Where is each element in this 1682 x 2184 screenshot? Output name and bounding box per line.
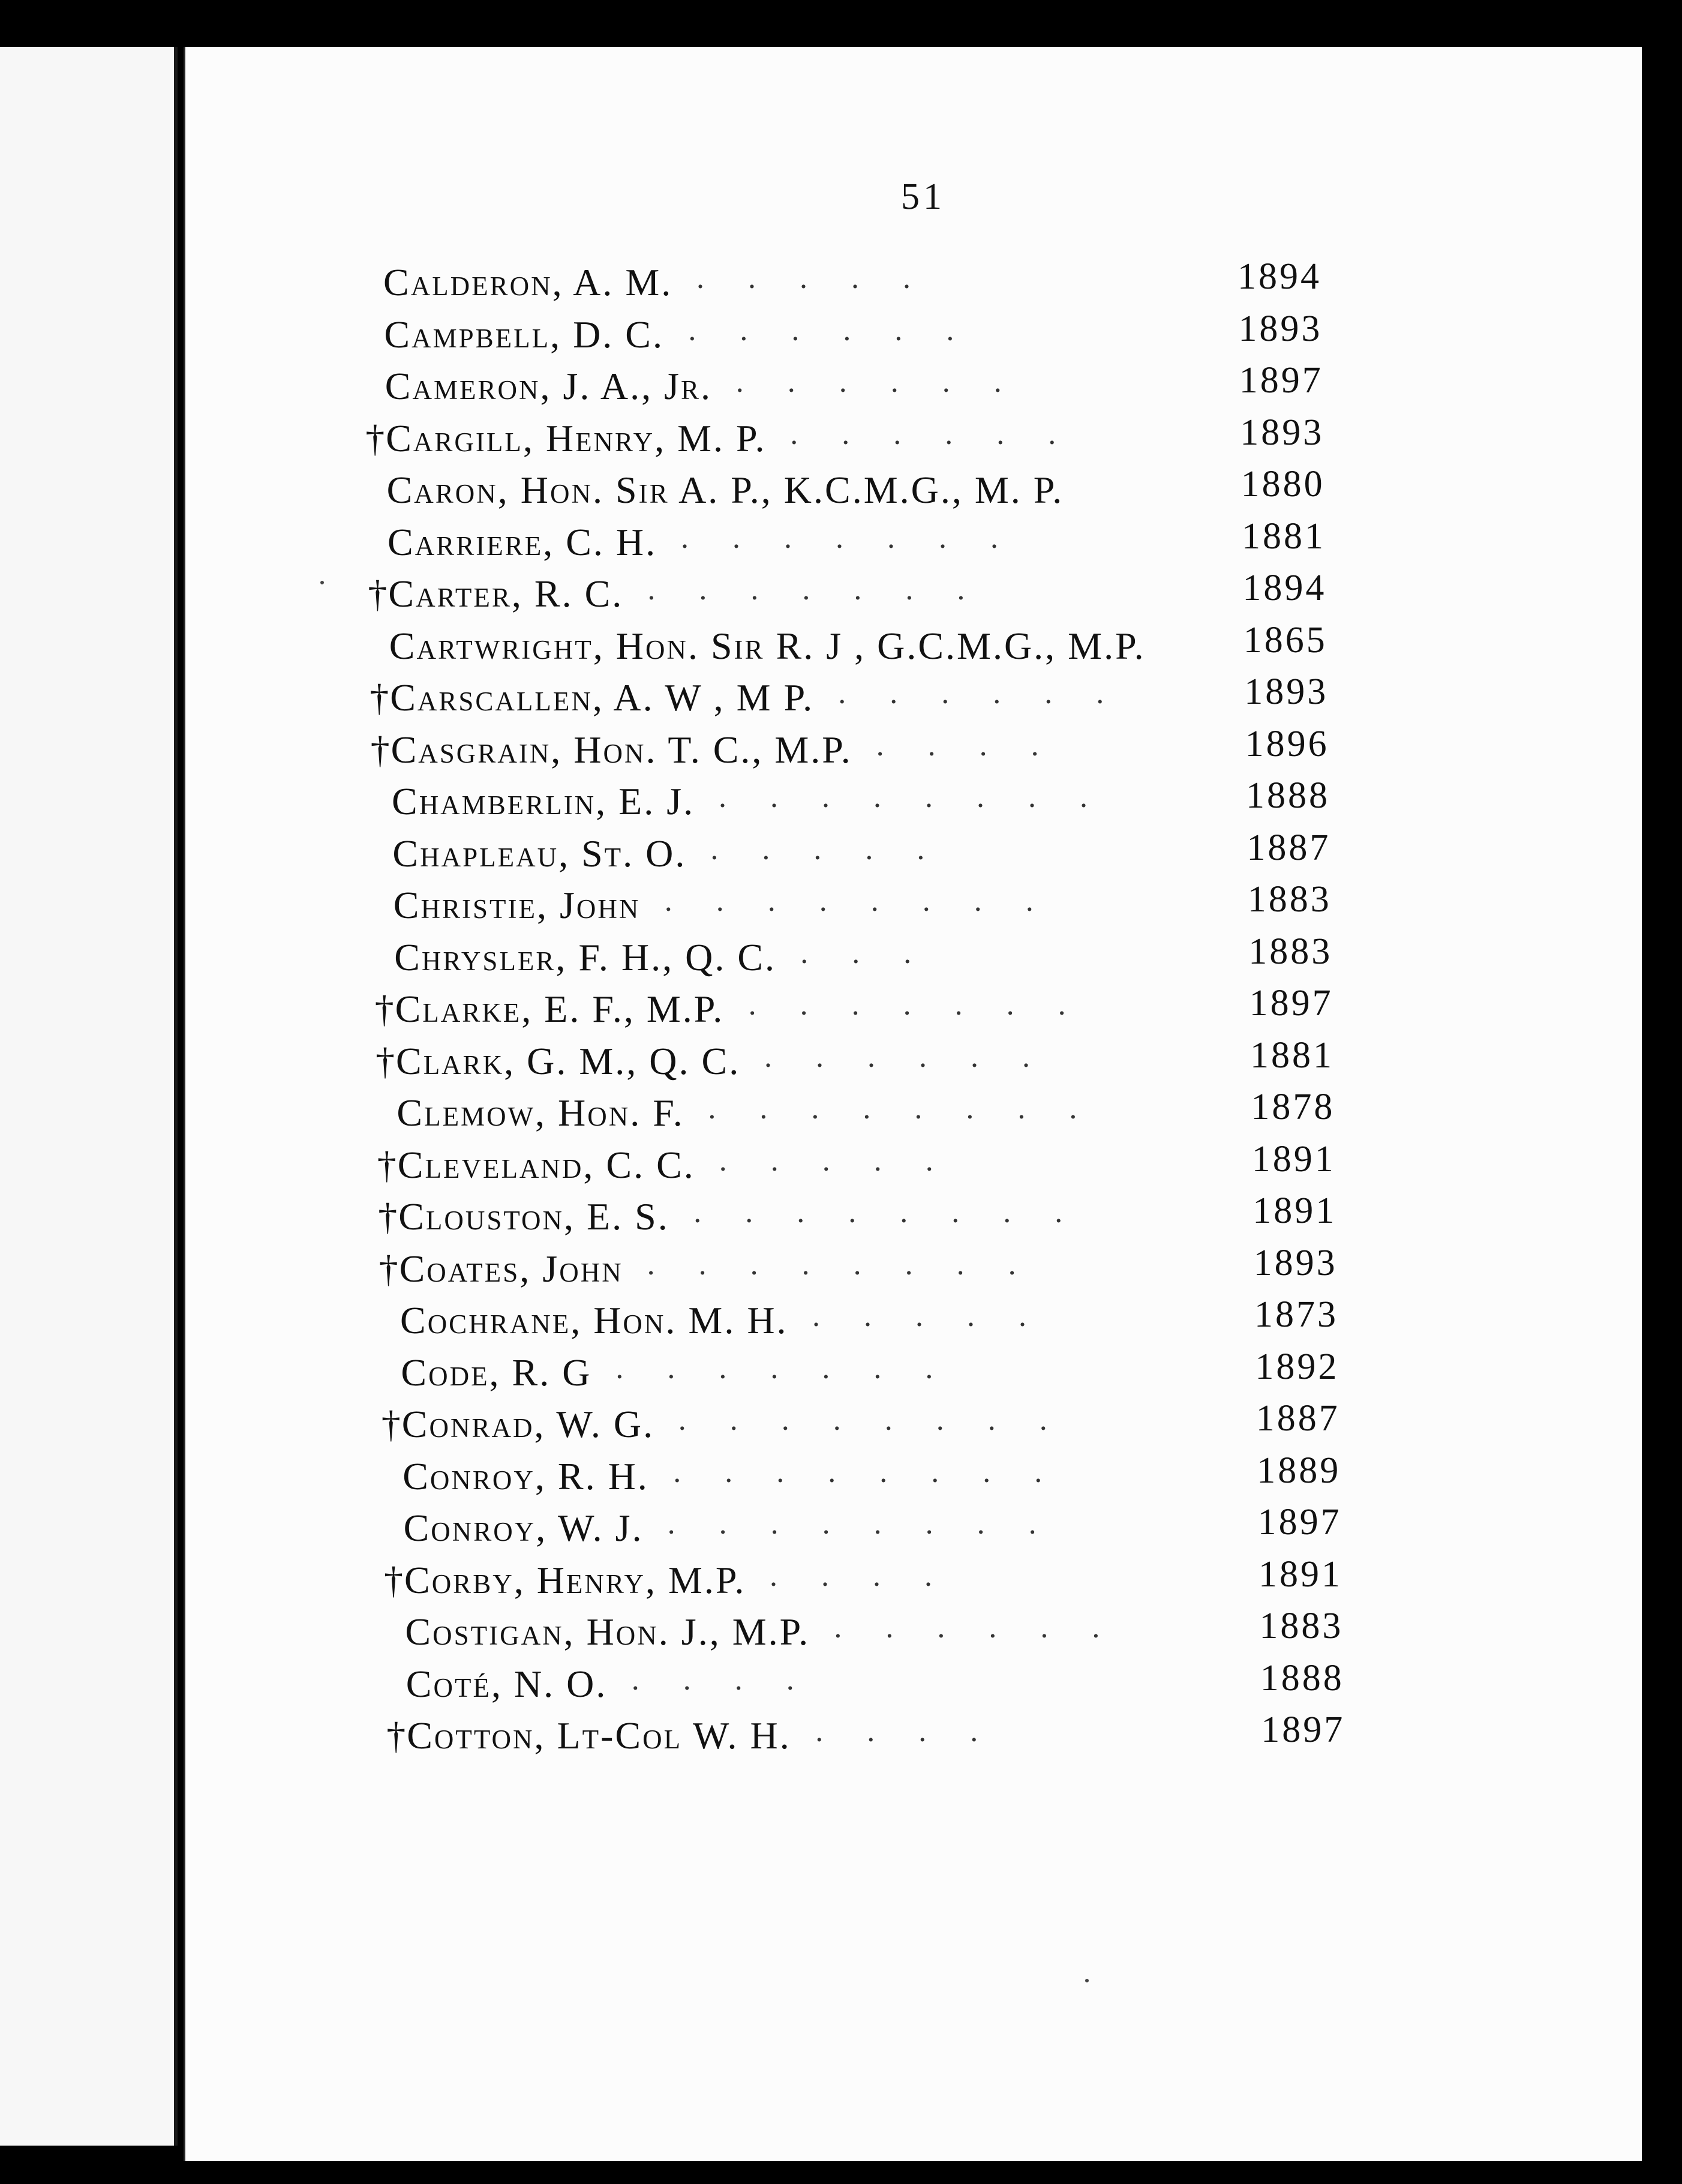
dagger-mark: † — [384, 1558, 403, 1601]
leader-dots: . . . . . — [696, 261, 929, 295]
leader-dots: . . . . — [876, 728, 1057, 763]
member-name: Casgrain, Hon. T. C., M.P. — [391, 728, 852, 771]
dagger-mark: † — [379, 1247, 398, 1290]
member-name: Clarke, E. F., M.P. — [395, 988, 725, 1030]
year: 1891 — [1259, 1553, 1342, 1595]
dagger-mark: † — [377, 1143, 397, 1186]
list-item — [362, 671, 1393, 726]
year: 1881 — [1250, 1034, 1334, 1076]
leader-dots: . . . . . . . . — [673, 1454, 1061, 1489]
dagger-mark: † — [386, 1714, 406, 1757]
member-name: Coté, N. O. — [406, 1662, 608, 1705]
leader-dots: . . . . . . — [834, 1610, 1118, 1645]
leader-dots: . . . . . . . . — [667, 1507, 1055, 1541]
list-item — [362, 619, 1393, 674]
member-name: Christie, John — [393, 884, 641, 926]
member-name: Clark, G. M., Q. C. — [396, 1039, 741, 1082]
dagger-mark: † — [376, 1039, 395, 1082]
left-page-edge — [0, 47, 178, 2146]
year: 1897 — [1257, 1502, 1342, 1543]
list-item — [368, 983, 1393, 1037]
leader-dots: . . . . — [815, 1714, 996, 1748]
member-name: Chrysler, F. H., Q. C. — [394, 935, 777, 979]
list-item — [377, 1553, 1393, 1609]
year: 1865 — [1243, 619, 1327, 661]
year: 1897 — [1239, 360, 1323, 401]
year: 1891 — [1251, 1138, 1336, 1180]
list-item — [370, 1138, 1393, 1193]
leader-dots: . . . . . — [812, 1299, 1044, 1333]
member-name: Carscallen, A. W , M P. — [390, 676, 815, 719]
leader-dots: . . . . . . . . — [678, 1403, 1065, 1437]
member-name: Chapleau, St. O. — [392, 832, 687, 875]
year: 1881 — [1242, 515, 1326, 557]
year: 1880 — [1241, 464, 1325, 505]
list-item — [361, 568, 1393, 622]
year: 1894 — [1238, 256, 1321, 297]
list-item — [358, 360, 1393, 415]
member-name: Conroy, W. J. — [403, 1507, 644, 1549]
member-name: Coates, John — [399, 1247, 623, 1290]
print-speck — [320, 581, 324, 584]
leader-dots: . . . . . . . . — [647, 1247, 1034, 1282]
member-name: Corby, Henry, M.P. — [404, 1558, 746, 1601]
member-name: Cargill, Henry, M. P. — [386, 416, 767, 460]
list-item — [367, 931, 1393, 986]
year: 1896 — [1245, 723, 1329, 764]
list-item — [368, 1034, 1393, 1090]
list-item — [373, 1294, 1393, 1349]
leader-dots: . . . . . . . . — [708, 1091, 1095, 1126]
member-name: Clouston, E. S. — [398, 1195, 669, 1238]
member-name: Cameron, J. A., Jr. — [385, 365, 713, 407]
leader-dots: . . . . . . . . — [693, 1195, 1081, 1229]
year: 1888 — [1246, 775, 1330, 816]
list-item — [377, 1606, 1393, 1660]
year: 1892 — [1255, 1346, 1339, 1387]
year: 1873 — [1254, 1294, 1338, 1335]
member-name: Caron, Hon. Sir A. P., K.C.M.G., M. P. — [386, 469, 1064, 511]
dagger-mark: † — [374, 988, 394, 1030]
leader-dots: . . . . . . — [735, 365, 1020, 399]
year: 1883 — [1259, 1606, 1344, 1646]
dagger-mark: † — [370, 728, 390, 771]
leader-dots: . . . . . . — [838, 676, 1122, 710]
year: 1897 — [1249, 983, 1333, 1024]
member-name: Code, R. G — [401, 1351, 592, 1394]
year: 1897 — [1261, 1709, 1345, 1750]
leader-dots: . . . . — [631, 1662, 812, 1697]
dagger-mark: † — [378, 1195, 398, 1238]
year: 1893 — [1238, 308, 1323, 349]
member-name: Chamberlin, E. J. — [392, 780, 695, 823]
member-name: Cleveland, C. C. — [397, 1143, 695, 1186]
dagger-mark: † — [368, 572, 388, 615]
list-item — [376, 1502, 1393, 1556]
list-item — [379, 1709, 1393, 1764]
list-item — [366, 879, 1393, 934]
member-name: Campbell, D. C. — [384, 313, 664, 356]
member-name: Carter, R. C. — [388, 572, 624, 615]
year: 1893 — [1244, 671, 1329, 712]
list-item — [375, 1450, 1393, 1505]
member-name: Conroy, R. H. — [403, 1454, 649, 1498]
page-number: 51 — [901, 176, 945, 217]
dagger-mark: † — [370, 676, 389, 719]
year: 1893 — [1240, 412, 1324, 453]
list-item — [356, 308, 1393, 363]
year: 1889 — [1257, 1450, 1341, 1491]
list-item — [379, 1657, 1393, 1712]
leader-dots: . . . . . . . — [681, 520, 1016, 555]
member-name: Calderon, A. M. — [383, 261, 673, 304]
year: 1883 — [1247, 879, 1332, 920]
leader-dots: . . . . . . . . — [664, 884, 1052, 918]
list-item — [372, 1242, 1393, 1297]
year: 1893 — [1253, 1242, 1338, 1283]
list-item — [369, 1087, 1393, 1141]
year: 1887 — [1247, 827, 1331, 868]
member-name: Cochrane, Hon. M. H. — [400, 1299, 788, 1342]
year: 1878 — [1251, 1087, 1335, 1127]
list-item — [364, 775, 1393, 830]
year: 1888 — [1260, 1657, 1344, 1699]
leader-dots: . . . . . . . . — [719, 780, 1106, 814]
year: 1887 — [1256, 1398, 1340, 1439]
leader-dots: . . . — [800, 935, 930, 970]
book-page — [184, 47, 1642, 2161]
year: 1891 — [1253, 1190, 1337, 1231]
member-name: Cartwright, Hon. Sir R. J , G.C.M.G., M.P. — [389, 624, 1146, 667]
leader-dots: . . . . . . . — [615, 1351, 951, 1385]
dagger-mark: † — [381, 1403, 401, 1445]
list-item — [364, 723, 1393, 778]
leader-dots: . . . . . — [719, 1143, 951, 1178]
list-item — [365, 827, 1393, 882]
member-name: Cotton, Lt-Col W. H. — [407, 1714, 791, 1757]
list-item — [374, 1398, 1393, 1453]
member-name: Clemow, Hon. F. — [397, 1091, 684, 1134]
year: 1894 — [1242, 568, 1327, 608]
list-item — [360, 515, 1393, 571]
list-item — [373, 1346, 1393, 1401]
member-name: Costigan, Hon. J., M.P. — [405, 1610, 810, 1653]
leader-dots: . . . . — [770, 1558, 950, 1593]
leader-dots: . . . . . . — [764, 1039, 1048, 1074]
list-item — [358, 412, 1393, 467]
list-item — [359, 464, 1393, 518]
year: 1883 — [1248, 931, 1333, 972]
member-name: Carriere, C. H. — [388, 520, 657, 563]
print-speck — [1085, 1979, 1089, 1982]
dagger-mark: † — [365, 416, 385, 460]
list-item — [356, 256, 1393, 311]
leader-dots: . . . . . . — [688, 313, 972, 347]
leader-dots: . . . . . — [710, 832, 943, 866]
list-item — [371, 1190, 1393, 1245]
leader-dots: . . . . . . . — [647, 572, 983, 607]
leader-dots: . . . . . . . — [748, 988, 1084, 1022]
leader-dots: . . . . . . — [790, 416, 1074, 451]
member-name: Conrad, W. G. — [401, 1403, 655, 1445]
